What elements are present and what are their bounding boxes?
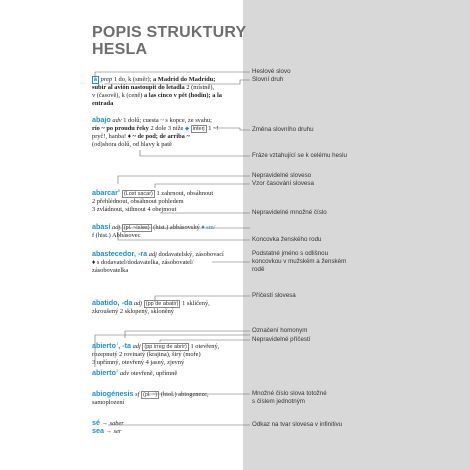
headword: abiogénesis — [92, 389, 134, 398]
leader-nepravidelne-sloveso — [118, 176, 250, 184]
entry-a-text-2: subir al avión nastoupit do letadla — [92, 84, 185, 91]
pos-label: adj — [133, 300, 143, 307]
entry-sea — [92, 427, 242, 436]
plural-box: (pl. ~ísíes) — [123, 225, 150, 231]
entry-abajo-text-3: pryč!, hanba! — [92, 133, 127, 140]
entry-abarcar-text-2: 2 přehlédnout, obsáhnout pohledem — [92, 198, 184, 206]
entry-a-text-3b: a las cinco v pět (hodin); — [144, 92, 211, 99]
pos-label: adv — [112, 117, 122, 124]
headword-2: abierto — [92, 368, 116, 378]
leader-fraze — [140, 150, 250, 156]
page-title-line-1: POPIS STRUKTURY — [92, 24, 247, 41]
entry-abajo-text-2b: 2 dole — [150, 125, 167, 132]
entry-abajo-text-2: río ~ po proudu řeky — [92, 125, 149, 132]
label-koncovka: Koncovka ženského rodu — [252, 236, 322, 243]
entry-abatido — [92, 299, 242, 316]
entry-abastecedor — [92, 250, 242, 275]
entry-a-text-1b: a Madrid do Madridu; — [153, 76, 216, 83]
label-vzor: Vzor časování slovesa — [252, 180, 314, 187]
headword: abastecedor, -ra — [92, 249, 148, 258]
plural-box: (pl. ~) — [143, 392, 158, 398]
arrow-icon: ◆ — [184, 126, 190, 132]
entry-abierto — [92, 340, 242, 378]
headword: abarcar — [92, 188, 118, 198]
entry-abierto-text-1: 1 otevřený, — [190, 343, 220, 351]
label-podstatne-line-2: koncovkou v mužském a ženském — [252, 258, 347, 265]
entry-abasi — [92, 223, 242, 240]
entry-abajo-text-4: (od)shora dolů, od hlavy k patě — [92, 141, 172, 148]
label-homonym: Označení homonym — [252, 327, 308, 334]
entry-abarcar-text-3: 3 zvládnout, stihnout — [92, 206, 146, 214]
pos-label: adj — [112, 224, 121, 231]
headword: abierto — [92, 341, 116, 351]
homonym-number: 1 — [115, 341, 119, 346]
label-nepravidelne-pricesti: Nepravidelné příčestí — [252, 336, 311, 343]
pos-label: prep — [100, 76, 113, 83]
entry-abiogenesis-text-2: samoplození — [92, 399, 125, 406]
feminine-ending: , -ta — [118, 341, 131, 351]
label-pricesti: Příčestí slovesa — [252, 292, 296, 299]
entry-abajo — [92, 116, 242, 149]
entry-abastecedor-text-3: zásobovatelka — [92, 267, 129, 274]
entry-abajo-text-2e: 1 ~! — [208, 125, 219, 132]
label-heslove-slovo: Heslové slovo — [252, 68, 291, 75]
headword: abajo — [92, 115, 111, 124]
label-podstatne — [252, 250, 372, 274]
entry-abajo-text-1: 1 dolů; cuesta ~ s kopce, ze svahu; — [123, 117, 212, 124]
label-mnozne-tozne — [252, 390, 372, 406]
cross-reference: → ser — [105, 428, 122, 435]
label-mnozne-tozne-line-2: s číslem jednotným — [252, 398, 305, 405]
entry-abierto-text-4: otevřeně, upřímně — [130, 370, 178, 378]
entry-abierto-text-2: rozepnutý 2 rovinatý (krajina), širý (moře) — [92, 351, 201, 359]
label-podstatne-line-3: rodě — [252, 266, 265, 273]
entry-abatido-text-2: zkroušený 2 sklopený, skloněný — [92, 308, 175, 315]
label-podstatne-line-1: Podstatné jméno s odlišnou — [252, 250, 329, 257]
entry-abajo-text-3b: ♦ ~ de pod; de arriba ~ — [127, 133, 190, 140]
entry-abajo-text-2c: 3 níže — [167, 125, 184, 132]
superscript: 6 — [117, 188, 121, 193]
entry-abarcar — [92, 187, 242, 214]
entry-a-text-3: v (časově), k (ceně) — [92, 92, 143, 99]
headword: abasí — [92, 222, 111, 231]
pos-label: adj — [148, 251, 157, 258]
pos-label: sf — [135, 391, 140, 398]
pos-label: adj — [132, 343, 141, 351]
label-odkaz: Odkaz na tvar slovesa v infinitivu — [252, 421, 343, 428]
label-mnozne: Nepravidelné množné číslo — [252, 209, 327, 216]
headword: abatido, -da — [92, 298, 133, 307]
entry-abasi-text-2: f (hist.) Abbásovec — [92, 232, 141, 239]
label-fraze: Fráze vztahující se k celému heslu — [252, 152, 347, 159]
page-title-line-2: HESLA — [92, 41, 148, 58]
entry-abastecedor-text-2: ♦ s dodavatel/dodavatelka, zásobovatel/ — [92, 259, 194, 266]
pos-box: interj — [192, 126, 205, 132]
participle-box: (pp irreg de abrir) — [144, 344, 187, 351]
homonym-number-2: 2 — [115, 368, 119, 374]
entry-abasi-text-1b: ♦ sm/ — [201, 224, 216, 231]
entry-abatido-text-1: 1 sklíčený, — [182, 300, 210, 307]
pos-label-2: adv — [119, 370, 130, 378]
conjugation-box: (Lost sacar) — [123, 191, 153, 198]
entry-a — [92, 76, 242, 108]
entry-a-text-1: 1 do, k (směr); — [113, 76, 152, 83]
cross-reference: → saber — [101, 420, 124, 427]
label-mnozne-tozne-line-1: Množné číslo slova totožné — [252, 390, 327, 397]
label-zmena: Změna slovního druhu — [252, 126, 314, 133]
participle-box: (pp de abatir) — [145, 301, 179, 307]
entry-abasi-text-1: (hist.) abbásovský — [153, 224, 200, 231]
entry-abierto-text-3b: 4 jasný, zjevný — [145, 359, 185, 367]
page-title — [92, 24, 246, 58]
label-nepravidelne-sloveso: Nepravidelné sloveso — [252, 172, 312, 179]
leader-homonym — [125, 331, 250, 338]
entry-abarcar-text-3b: 4 obejmout — [147, 206, 177, 214]
entry-abiogenesis-text-1: (biol.) abiogeneze, — [160, 391, 209, 398]
entry-a-text-3c: a la entrada — [92, 92, 222, 107]
entry-abastecedor-text-1: dodavatelský, zásobovací — [158, 251, 224, 258]
entry-abiogenesis — [92, 390, 242, 407]
label-slovni-druh: Slovní druh — [252, 76, 284, 83]
entry-abierto-text-3: 3 upřímný, otevřený — [92, 359, 145, 367]
headword: sé — [92, 418, 100, 427]
headword: sea — [92, 426, 104, 435]
pos-box: a — [94, 77, 98, 83]
entry-a-text-2b: 2 (místně), — [186, 84, 215, 91]
entry-abarcar-text-1: 1 zahrnout, obsáhnout — [156, 190, 214, 198]
